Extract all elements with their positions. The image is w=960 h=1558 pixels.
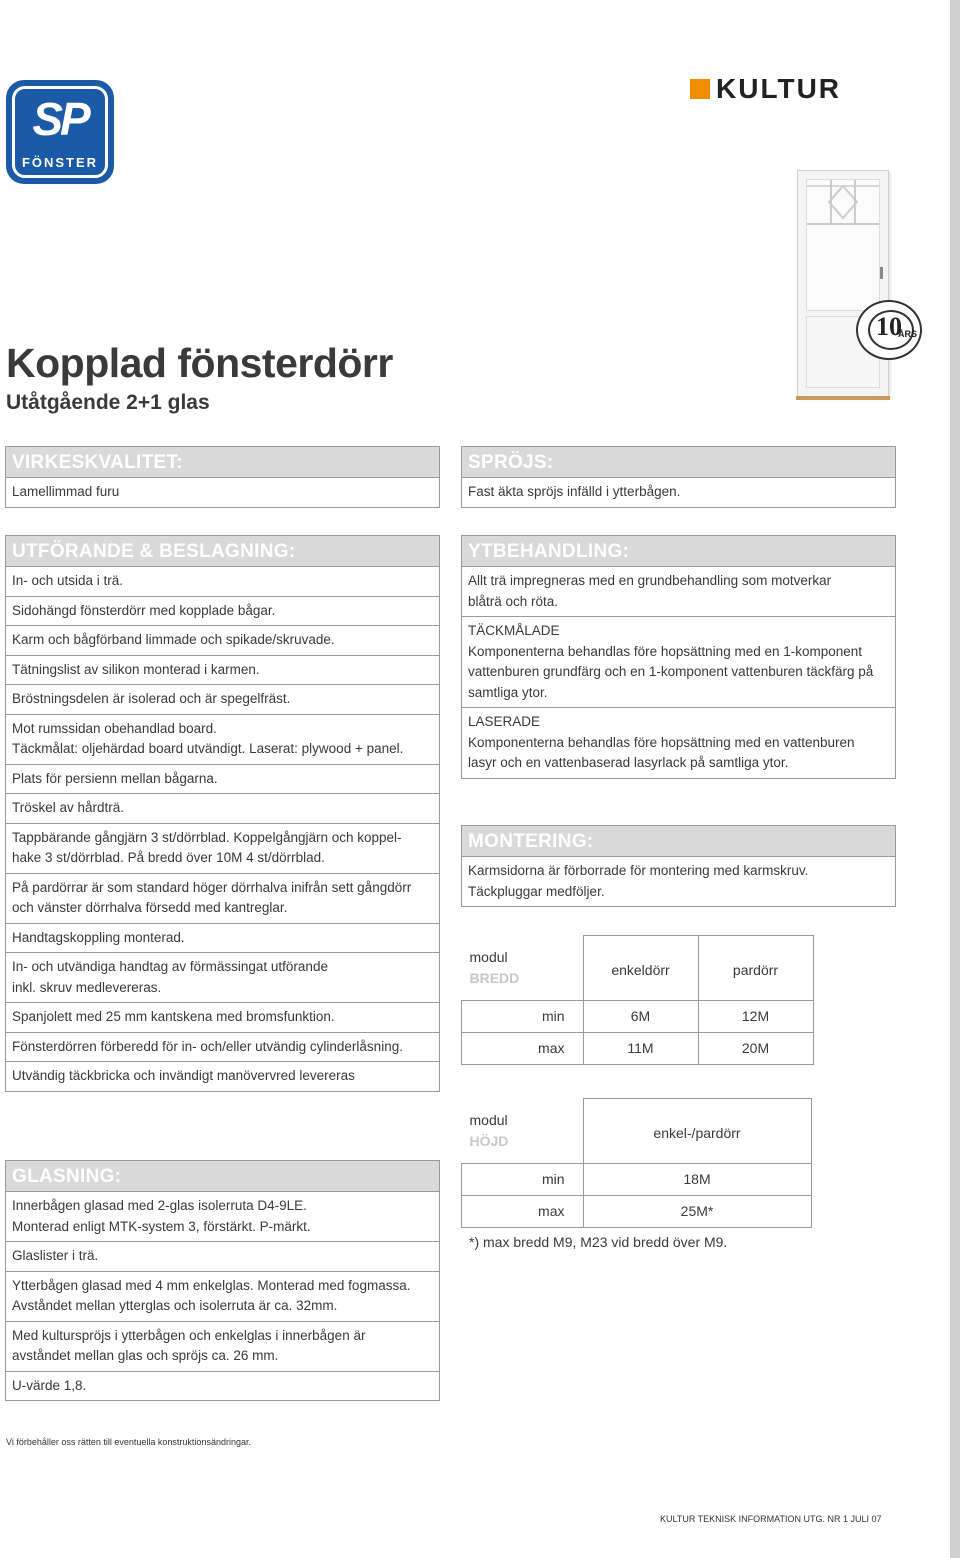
- bredd-label: BREDD: [469, 969, 520, 986]
- row-label-min: min: [462, 1163, 584, 1195]
- list-item: Allt trä impregneras med en grundbehandling som motverkar blåträ och röta.: [462, 567, 895, 617]
- modul-label: modul: [469, 948, 508, 965]
- table-row: [462, 1195, 812, 1227]
- list-item: Plats för persienn mellan bågarna.: [6, 765, 439, 795]
- list-item: Med kulturspröjs i ytterbågen och enkelglas i innerbågen är avståndet mellan glas och spröjs ca. 26 mm.: [6, 1322, 439, 1372]
- section-rows: [462, 478, 895, 507]
- row-label-max: max: [462, 1032, 584, 1064]
- virkeskvalitet-section: [5, 446, 440, 508]
- list-item: Sidohängd fönsterdörr med kopplade bågar.: [6, 597, 439, 627]
- cell-value: 18M: [583, 1163, 811, 1195]
- section-rows: [6, 478, 439, 507]
- list-item: Tröskel av hårdträ.: [6, 794, 439, 824]
- table-row: [462, 936, 814, 1001]
- door-image: [797, 170, 889, 397]
- door-sill: [796, 396, 890, 400]
- kultur-logo-text: KULTUR: [716, 73, 842, 104]
- disclaimer: Vi förbehåller oss rätten till eventuella konstruktionsändringar.: [6, 1437, 251, 1447]
- list-item: Lamellimmad furu: [12, 484, 120, 499]
- list-item: Handtagskoppling monterad.: [6, 924, 439, 954]
- section-rows: [6, 1192, 439, 1400]
- list-item: Tappbärande gångjärn 3 st/dörrblad. Koppelgångjärn och koppel- hake 3 st/dörrblad. På bredd över 10M 4 st/dörrblad.: [6, 824, 439, 874]
- section-header: YTBEHANDLING:: [462, 536, 895, 567]
- sp-logo-word: FÖNSTER: [21, 155, 99, 170]
- list-item: TÄCKMÅLADE Komponenterna behandlas före hopsättning med en 1-komponent vattenburen grundfärg och en 1-komponent vattenburen täckfärg på samtliga ytor.: [462, 617, 895, 708]
- document-info: KULTUR TEKNISK INFORMATION UTG. NR 1 JULI 07: [660, 1514, 882, 1524]
- table-row: [462, 1032, 814, 1064]
- page-subtitle: Utåtgående 2+1 glas: [6, 391, 210, 414]
- list-item: Tätningslist av silikon monterad i karmen.: [6, 656, 439, 686]
- door-handle: [880, 267, 883, 279]
- table-row: [462, 1099, 812, 1164]
- list-item: LASERADE Komponenterna behandlas före hopsättning med en vattenburen lasyr och en vattenbaserad lasyrlack på samtliga ytor.: [468, 714, 855, 770]
- sp-fonster-logo: [6, 80, 114, 184]
- cell-value: 12M: [698, 1000, 813, 1032]
- list-item: Mot rumssidan obehandlad board. Täckmålat: oljehärdad board utvändigt. Laserat: plywood + panel.: [6, 715, 439, 765]
- section-header: UTFÖRANDE & BESLAGNING:: [6, 536, 439, 567]
- garanti-badge: [856, 300, 922, 360]
- cell-value: 25M*: [583, 1195, 811, 1227]
- footnote: *) max bredd M9, M23 vid bredd över M9.: [469, 1234, 728, 1250]
- col-enkel-pardorr: enkel-/pardörr: [583, 1099, 811, 1164]
- section-header: GLASNING:: [6, 1161, 439, 1192]
- kultur-logo-square: [690, 79, 710, 99]
- row-label-min: min: [462, 1000, 584, 1032]
- section-rows: [6, 567, 439, 1091]
- glasning-section: [5, 1160, 440, 1401]
- bredd-label-cell: [462, 936, 584, 1001]
- cell-value: 11M: [583, 1032, 698, 1064]
- section-rows: [462, 567, 895, 778]
- table-row: [462, 1000, 814, 1032]
- table-row: [462, 1163, 812, 1195]
- row-label-max: max: [462, 1195, 584, 1227]
- hojd-label-cell: [462, 1099, 584, 1164]
- door-muntin-pattern: [807, 180, 879, 310]
- list-item: Fast äkta spröjs infälld i ytterbågen.: [468, 484, 681, 499]
- hojd-table: [461, 1098, 812, 1228]
- list-item: Fönsterdörren förberedd för in- och/eller utvändig cylinderlåsning.: [6, 1033, 439, 1063]
- door-glass: [806, 179, 880, 311]
- list-item: På pardörrar är som standard höger dörrhalva inifrån sett gångdörr och vänster dörrhalva försedd med kantreglar.: [6, 874, 439, 924]
- montering-section: [461, 825, 896, 907]
- col-pardorr: pardörr: [698, 936, 813, 1001]
- list-item: U-värde 1,8.: [12, 1377, 87, 1393]
- list-item: In- och utsida i trä.: [6, 567, 439, 597]
- list-item: Ytterbågen glasad med 4 mm enkelglas. Monterad med fogmassa. Avståndet mellan ytterglas och isolerruta är ca. 32mm.: [6, 1272, 439, 1322]
- modul-label: modul: [469, 1111, 508, 1128]
- garanti-badge-number: 10: [876, 312, 902, 341]
- section-header: MONTERING:: [462, 826, 895, 857]
- list-item: Utvändig täckbricka och invändigt manövervred levereras: [12, 1068, 355, 1083]
- garanti-badge-unit: ÅRS: [898, 329, 918, 339]
- hojd-label: HÖJD: [469, 1132, 509, 1149]
- cell-value: 6M: [583, 1000, 698, 1032]
- col-enkeldorr: enkeldörr: [583, 936, 698, 1001]
- sp-logo-letters: SP: [32, 93, 88, 145]
- bredd-table: [461, 935, 814, 1065]
- ytbehandling-section: [461, 535, 896, 779]
- section-header: VIRKESKVALITET:: [6, 447, 439, 478]
- list-item: Karm och bågförband limmade och spikade/skruvade.: [6, 626, 439, 656]
- page-edge: [950, 0, 960, 1558]
- page-title: Kopplad fönsterdörr: [6, 340, 393, 386]
- list-item: Karmsidorna är förborrade för montering med karmskruv. Täckpluggar medföljer.: [468, 863, 809, 899]
- list-item: Bröstningsdelen är isolerad och är spegelfräst.: [6, 685, 439, 715]
- section-rows: [462, 857, 895, 906]
- list-item: Innerbågen glasad med 2-glas isolerruta D4-9LE. Monterad enligt MTK-system 3, förstärkt. P-märkt.: [6, 1192, 439, 1242]
- list-item: In- och utvändiga handtag av förmässingat utförande inkl. skruv medlevereras.: [6, 953, 439, 1003]
- sprojs-section: [461, 446, 896, 508]
- cell-value: 20M: [698, 1032, 813, 1064]
- utforande-section: [5, 535, 440, 1092]
- list-item: Spanjolett med 25 mm kantskena med bromsfunktion.: [6, 1003, 439, 1033]
- list-item: Glaslister i trä.: [6, 1242, 439, 1272]
- section-header: SPRÖJS:: [462, 447, 895, 478]
